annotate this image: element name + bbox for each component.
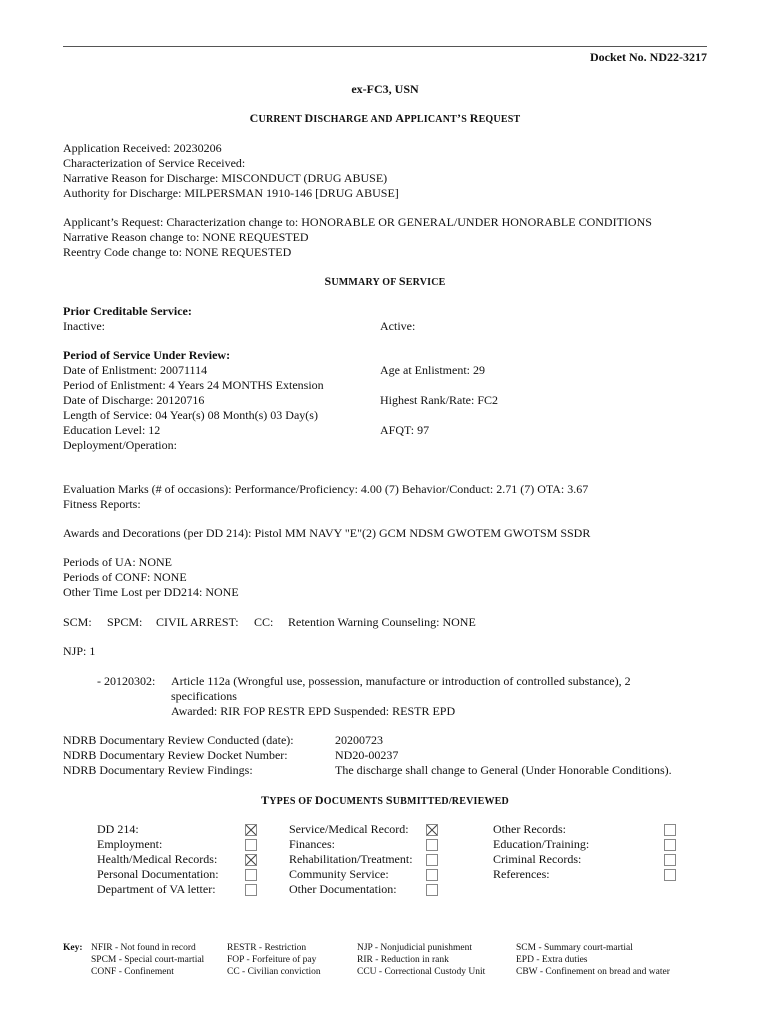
period-enlistment: Period of Enlistment: 4 Years 24 MONTHS Extension [63,378,324,392]
documents-heading-part: UBMITTED/REVIEWED [392,796,509,807]
document-checkbox[interactable] [664,839,676,851]
evaluation-marks: Evaluation Marks (# of occasions): Performance/Proficiency: 4.00 (7) Behavior/Conduct: 2.71 (7) OTA: 3.67 [63,482,589,496]
inactive-label: Inactive: [63,319,105,333]
authority-discharge: Authority for Discharge: MILPERSMAN 1910-146 [DRUG ABUSE] [63,186,399,200]
document-checkbox[interactable] [426,869,438,881]
current-discharge-heading-part: URRENT [258,114,305,125]
key-entry: CBW - Confinement on bread and water [516,967,670,977]
summary-heading [0,274,770,290]
current-discharge-heading-part: ’ [457,111,462,125]
scm-label: SCM: [63,615,92,629]
checkbox-x-icon [246,825,256,835]
education-level: Education Level: 12 [63,423,161,437]
deployment: Deployment/Operation: [63,438,177,452]
current-discharge-heading-part: ISCHARGE AND [313,114,396,125]
summary-heading-part: S [324,274,332,288]
current-discharge-heading-part: A [395,111,405,125]
length-service: Length of Service: 04 Year(s) 08 Month(s) 03 Day(s) [63,408,318,422]
periods-ua: Periods of UA: NONE [63,555,172,569]
document-type-label: DD 214: [97,822,139,836]
subject-title: ex-FC3, USN [351,82,419,96]
document-type-label: Other Records: [493,822,566,836]
current-discharge-heading-part: PPLICANT [404,114,458,125]
header-rule [63,46,707,47]
period-heading: Period of Service Under Review: [63,348,231,362]
document-type-label: Education/Training: [493,837,590,851]
checkbox-x-icon [246,855,256,865]
fitness-reports: Fitness Reports: [63,497,141,511]
age-enlistment: Age at Enlistment: 29 [380,363,485,377]
date-enlistment: Date of Enlistment: 20071114 [63,363,208,377]
summary-heading-part: ERVICE [405,277,446,288]
retention-warning: Retention Warning Counseling: NONE [288,615,476,629]
key-entry: RESTR - Restriction [227,943,307,953]
summary-heading-part: S [398,274,406,288]
narrative-reason: Narrative Reason for Discharge: MISCONDUCT (DRUG ABUSE) [63,171,388,185]
highest-rank: Highest Rank/Rate: FC2 [380,393,498,407]
document-checkbox[interactable] [245,869,257,881]
date-discharge: Date of Discharge: 20120716 [63,393,205,407]
documents-heading-part: T [261,793,270,807]
njp-count: NJP: 1 [63,644,96,658]
document-checkbox[interactable] [664,824,676,836]
document-type-label: Community Service: [289,867,389,881]
key-entry: NJP - Nonjudicial punishment [357,943,472,953]
document-checkbox[interactable] [664,854,676,866]
document-type-label: Employment: [97,837,163,851]
key-entry: SCM - Summary court-martial [516,943,633,953]
other-time-lost: Other Time Lost per DD214: NONE [63,585,239,599]
document-type-label: Other Documentation: [289,882,397,896]
document-type-label: Service/Medical Record: [289,822,409,836]
current-discharge-heading-part: R [469,111,479,125]
key-entry: CONF - Confinement [91,967,174,977]
ndrb-docket-value: ND20-00237 [335,748,399,762]
docket-number: Docket No. ND22-3217 [590,50,707,64]
ndrb-docket-label: NDRB Documentary Review Docket Number: [63,748,288,762]
document-checkbox[interactable] [245,884,257,896]
key-entry: CCU - Correctional Custody Unit [357,967,486,977]
document-type-label: Department of VA letter: [97,882,216,896]
documents-heading-part: YPES OF [269,796,315,807]
key-entry: SPCM - Special court-martial [91,955,205,965]
document-type-label: Health/Medical Records: [97,852,218,866]
afqt: AFQT: 97 [380,423,430,437]
njp-article: Article 112a (Wrongful use, possession, manufacture or introduction of controlled substance), 2 [171,674,631,688]
cc-label: CC: [254,615,274,629]
documents-heading-part: OCUMENTS [323,796,386,807]
narrative-change: Narrative Reason change to: NONE REQUESTED [63,230,309,244]
key-entry: EPD - Extra duties [516,955,588,965]
ndrb-conducted-value: 20200723 [335,733,383,747]
key-label: Key: [63,943,83,953]
periods-conf: Periods of CONF: NONE [63,570,187,584]
active-label: Active: [380,319,416,333]
document-checkbox[interactable] [426,854,438,866]
applicant-request: Applicant’s Request: Characterization change to: HONORABLE OR GENERAL/UNDER HONORABLE CONDITIONS [63,215,652,229]
characterization-received: Characterization of Service Received: [63,156,246,170]
document-checkbox[interactable] [664,869,676,881]
document-type-label: Rehabilitation/Treatment: [289,852,413,866]
spcm-label: SPCM: [107,615,143,629]
documents-heading [0,793,770,809]
document-checkbox[interactable] [426,884,438,896]
summary-heading-part: UMMARY OF [331,277,399,288]
key-entry: CC - Civilian conviction [227,967,321,977]
ndrb-findings-label: NDRB Documentary Review Findings: [63,763,253,777]
current-discharge-heading-part: D [304,111,314,125]
key-entry: NFIR - Not found in record [91,943,196,953]
njp-awarded: Awarded: RIR FOP RESTR EPD Suspended: RESTR EPD [171,704,456,718]
current-discharge-heading-part: S [461,114,470,125]
document-type-label: Criminal Records: [493,852,582,866]
document-checkbox[interactable] [245,854,257,866]
document-type-label: Personal Documentation: [97,867,219,881]
document-checkbox[interactable] [245,839,257,851]
document-checkbox[interactable] [426,824,438,836]
key-entry: FOP - Forfeiture of pay [227,955,317,965]
reentry-change: Reentry Code change to: NONE REQUESTED [63,245,292,259]
documents-heading-part: D [314,793,324,807]
application-received: Application Received: 20230206 [63,141,222,155]
njp-specifications: specifications [171,689,237,703]
document-checkbox[interactable] [426,839,438,851]
prior-service-heading: Prior Creditable Service: [63,304,192,318]
key-entry: RIR - Reduction in rank [357,955,449,965]
ndrb-conducted-label: NDRB Documentary Review Conducted (date): [63,733,294,747]
document-checkbox[interactable] [245,824,257,836]
awards: Awards and Decorations (per DD 214): Pistol MM NAVY "E"(2) GCM NDSM GWOTEM GWOTSM SSDR [63,526,591,540]
documents-heading-part: S [385,793,393,807]
checkbox-x-icon [427,825,437,835]
document-type-label: References: [493,867,550,881]
current-discharge-heading-part: C [249,111,259,125]
document-type-label: Finances: [289,837,335,851]
current-discharge-heading [0,111,770,127]
civil-arrest-label: CIVIL ARREST: [156,615,239,629]
ndrb-findings-value: The discharge shall change to General (Under Honorable Conditions). [335,763,672,777]
njp-date: - 20120302: [97,674,156,688]
current-discharge-heading-part: EQUEST [478,114,521,125]
